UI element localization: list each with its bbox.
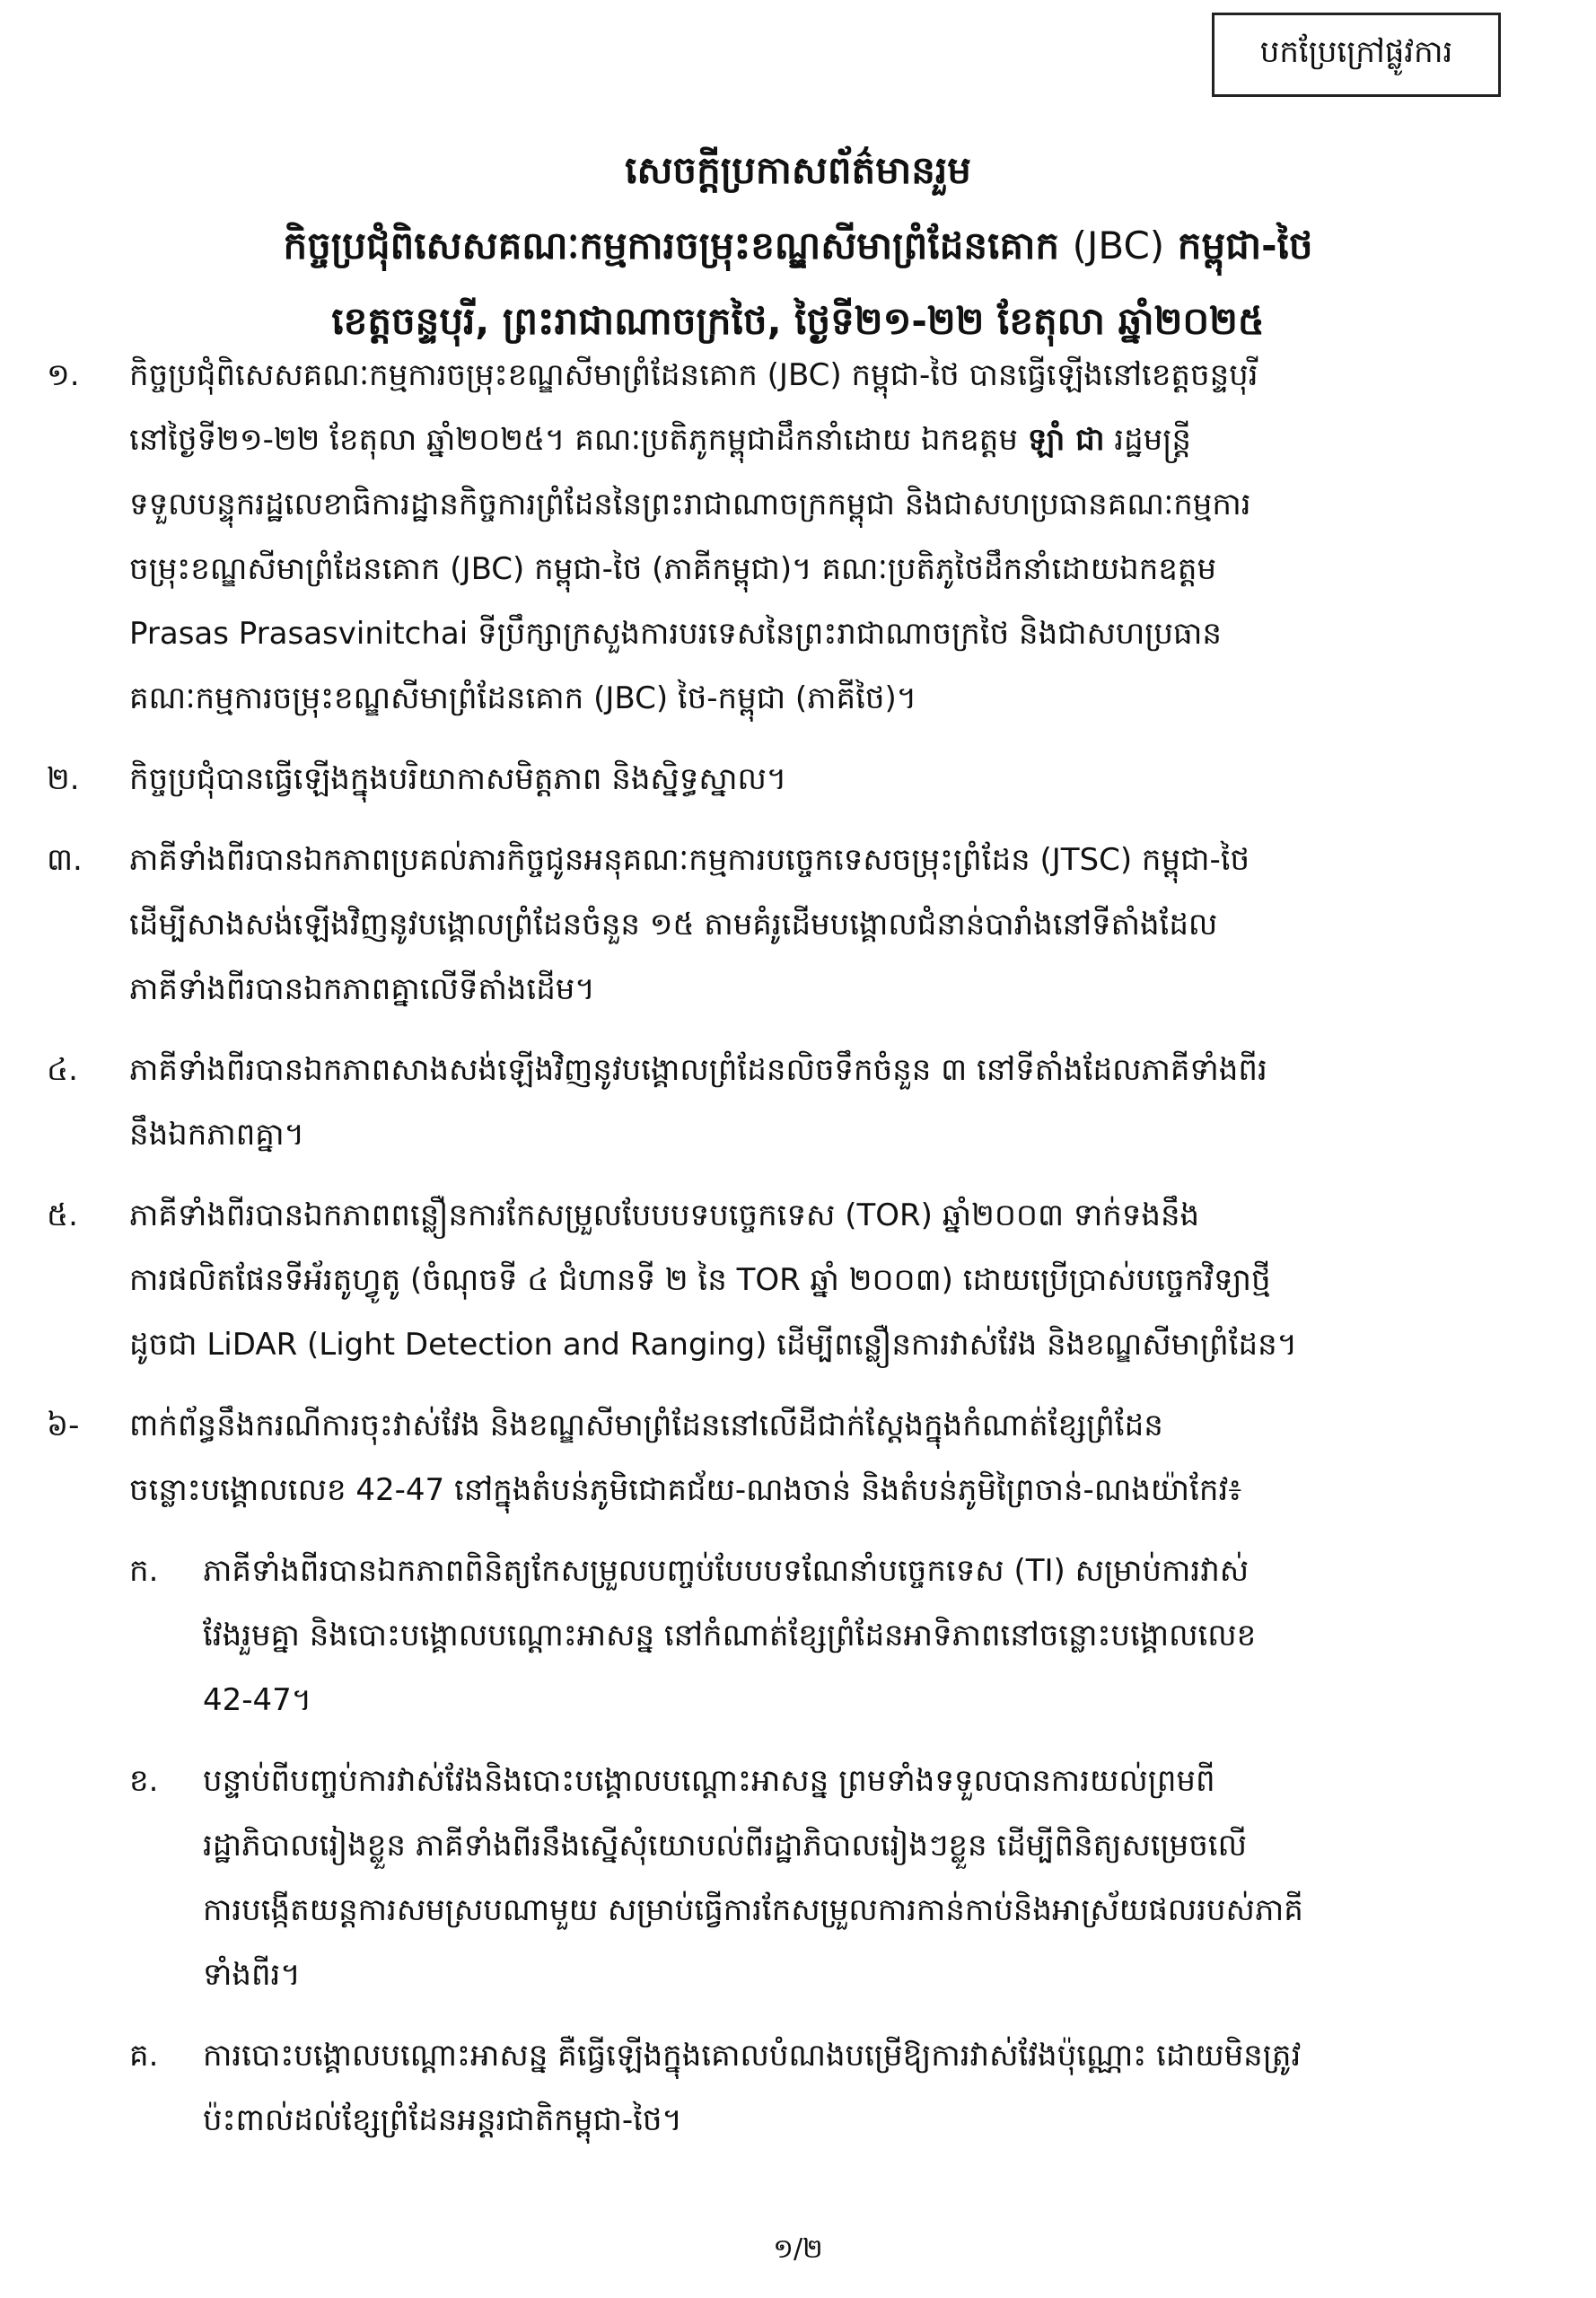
item-line: ប៉ះពាល់ដល់ខ្សែព្រំដែនអន្តរជាតិកម្ពុជា-ថៃ។ xyxy=(203,2102,682,2138)
item-line: ពាក់ព័ន្ធនឹងករណីការចុះវាស់វែង និងខណ្ឌសីមាព្រំដែននៅលើដីជាក់ស្តែងក្នុងកំណាត់ខ្សែព្រំដែន xyxy=(129,1408,1163,1443)
item-line: ភាគីទាំងពីរបានឯកភាពសាងសង់ឡើងវិញនូវបង្គោលព្រំដែនលិចទឹកចំនួន ៣ នៅទីតាំងដែលភាគីទាំងពីរ xyxy=(129,1052,1267,1088)
title-line-2-a: កិច្ចប្រជុំពិសេសគណៈកម្មការចម្រុះខណ្ឌសីមាព្រំដែនគោក xyxy=(283,224,1059,268)
item-text xyxy=(129,343,1564,731)
item-line: រដ្ឋាភិបាលរៀងខ្លួន ភាគីទាំងពីរនឹងស្នើសុំយោបល់ពីរដ្ឋាភិបាលរៀងៗខ្លួន ដើម្បីពិនិត្យសម្រេចលើ xyxy=(203,1828,1247,1864)
unofficial-translation-stamp xyxy=(1212,13,1501,97)
item-line: ភាគីទាំងពីរបានឯកភាពពិនិត្យកែសម្រួលបញ្ចប់បែបបទណែនាំបច្ចេកទេស (TI) សម្រាប់ការវាស់ xyxy=(203,1553,1250,1589)
stamp-label: បកប្រែក្រៅផ្លូវការ xyxy=(1259,34,1453,70)
document-title xyxy=(0,133,1596,359)
item-text xyxy=(129,1038,1564,1167)
item-line: ការបោះបង្គោលបណ្តោះអាសន្ន គឺធ្វើឡើងក្នុងគោលបំណងបម្រើឱ្យការវាស់វែងប៉ុណ្ណោះ ដោយមិនត្រូវ xyxy=(203,2038,1302,2074)
title-line-2-c: កម្ពុជា-ថៃ xyxy=(1177,224,1313,268)
item-line: គណៈកម្មការចម្រុះខណ្ឌសីមាព្រំដែនគោក (JBC) ថៃ-កម្ពុជា (ភាគីថៃ)។ xyxy=(129,680,917,716)
page-number: ១/២ xyxy=(773,2233,823,2265)
item-number: ១. xyxy=(47,357,80,393)
sub-item-kha xyxy=(129,1749,1564,2007)
item-line xyxy=(129,601,1564,666)
title-line-2-b: (JBC) xyxy=(1072,224,1165,268)
sub-item-ko xyxy=(129,2023,1564,2153)
item-line: ភាគីទាំងពីរបានឯកភាពគ្នាលើទីតាំងដើម។ xyxy=(129,971,595,1007)
item-line: វែងរួមគ្នា និងបោះបង្គោលបណ្តោះអាសន្ន នៅកំណាត់ខ្សែព្រំដែនអាទិភាពនៅចន្លោះបង្គោលលេខ xyxy=(203,1618,1257,1653)
item-line-part: រដ្ឋមន្ត្រី xyxy=(1114,422,1191,458)
sub-item-ka xyxy=(129,1539,1564,1732)
title-line-1: សេចក្តីប្រកាសព័ត៌មានរួម xyxy=(625,148,971,192)
sub-item-letter: គ. xyxy=(129,2038,159,2074)
list-item-6 xyxy=(47,1393,1564,1522)
sub-item-letter: ក. xyxy=(129,1553,159,1589)
item-text xyxy=(129,828,1564,1022)
document-body xyxy=(47,343,1564,2169)
list-item-1 xyxy=(47,343,1564,731)
list-item-5 xyxy=(47,1183,1564,1377)
item-line: 42-47។ xyxy=(203,1682,312,1718)
item-line-part: នៅថ្ងៃទី២១-២២ ខែតុលា ឆ្នាំ២០២៥។ គណៈប្រតិភូកម្ពុជាដឹកនាំដោយ ឯកឧត្តម xyxy=(129,422,1018,458)
item-number: ២. xyxy=(47,761,80,797)
sub-item-letter: ខ. xyxy=(129,1763,159,1799)
title-line-3: ខេត្តចន្ទបុរី, ព្រះរាជាណាចក្រថៃ, ថ្ងៃទី២១-២២ ខែតុលា ឆ្នាំ២០២៥ xyxy=(331,299,1265,343)
item-line: ការបង្កើតយន្តការសមស្របណាមួយ សម្រាប់ធ្វើការកែសម្រួលការកាន់កាប់និងអាស្រ័យផលរបស់ភាគី xyxy=(203,1892,1303,1928)
item-line: ទទួលបន្ទុករដ្ឋលេខាធិការដ្ឋានកិច្ចការព្រំដែននៃព្រះរាជាណាចក្រកម្ពុជា និងជាសហប្រធានគណៈកម្មការ xyxy=(129,487,1251,522)
item-line: ភាគីទាំងពីរបានឯកភាពពន្លឿនការកែសម្រួលបែបបទបច្ចេកទេស (TOR) ឆ្នាំ២០០៣ ទាក់ទងនឹង xyxy=(129,1197,1200,1233)
list-item-2 xyxy=(47,747,1564,811)
item-text xyxy=(129,1183,1564,1377)
item-number: ៥. xyxy=(47,1197,78,1233)
title-line-2 xyxy=(0,208,1596,284)
sub-item-text xyxy=(203,2023,1564,2153)
item-text xyxy=(129,1393,1564,1522)
sub-item-text xyxy=(203,1539,1564,1732)
item-line: កិច្ចប្រជុំបានធ្វើឡើងក្នុងបរិយាកាសមិត្តភាព និងស្និទ្ធស្នាល។ xyxy=(129,761,787,797)
item-number: ៦- xyxy=(47,1408,80,1443)
item-line: នឹងឯកភាពគ្នា។ xyxy=(129,1117,305,1153)
thai-delegate-name: Prasas Prasasvinitchai xyxy=(129,616,469,652)
item-number: ៣. xyxy=(47,842,83,878)
item-line: ដូចជា LiDAR (Light Detection and Ranging) ដើម្បីពន្លឿនការវាស់វែង និងខណ្ឌសីមាព្រំដែន។ xyxy=(129,1327,1298,1363)
list-item-4 xyxy=(47,1038,1564,1167)
cambodian-delegate-name: ឡាំ ជា xyxy=(1027,422,1105,458)
item-line-part: ទីប្រឹក្សាក្រសួងការបរទេសនៃព្រះរាជាណាចក្រថៃ និងជាសហប្រធាន xyxy=(478,616,1222,652)
item-text xyxy=(129,747,1564,811)
item-line: ដើម្បីសាងសង់ឡើងវិញនូវបង្គោលព្រំដែនចំនួន ១៥ តាមគំរូដើមបង្គោលជំនាន់បារាំងនៅទីតាំងដែល xyxy=(129,907,1218,943)
item-line: បន្ទាប់ពីបញ្ចប់ការវាស់វែងនិងបោះបង្គោលបណ្តោះអាសន្ន ព្រមទាំងទទួលបានការយល់ព្រមពី xyxy=(203,1763,1215,1799)
item-line: ទាំងពីរ។ xyxy=(203,1957,301,1993)
item-line: ភាគីទាំងពីរបានឯកភាពប្រគល់ភារកិច្ចជូនអនុគណៈកម្មការបច្ចេកទេសចម្រុះព្រំដែន (JTSC) កម្ពុជា-ថៃ xyxy=(129,842,1250,878)
item-line: កិច្ចប្រជុំពិសេសគណៈកម្មការចម្រុះខណ្ឌសីមាព្រំដែនគោក (JBC) កម្ពុជា-ថៃ បានធ្វើឡើងនៅខេត្តចន្ទបុរី xyxy=(129,357,1258,393)
item-line: ការផលិតផែនទីអ័រតូហ្វូតូ (ចំណុចទី ៤ ជំហានទី ២ នៃ TOR ឆ្នាំ ២០០៣) ដោយប្រើប្រាស់បច្ចេកវិទ្យាថ្មី xyxy=(129,1262,1271,1298)
item-line: ចន្លោះបង្គោលលេខ 42-47 នៅក្នុងតំបន់ភូមិជោគជ័យ-ណងចាន់ និងតំបន់ភូមិព្រៃចាន់-ណងយ៉ាកែវ៖ xyxy=(129,1472,1242,1508)
item-line: ចម្រុះខណ្ឌសីមាព្រំដែនគោក (JBC) កម្ពុជា-ថៃ (ភាគីកម្ពុជា)។ គណៈប្រតិភូថៃដឹកនាំដោយឯកឧត្តម xyxy=(129,551,1217,587)
list-item-3 xyxy=(47,828,1564,1022)
sub-item-text xyxy=(203,1749,1564,2007)
item-number: ៤. xyxy=(47,1052,78,1088)
item-line xyxy=(129,408,1564,472)
